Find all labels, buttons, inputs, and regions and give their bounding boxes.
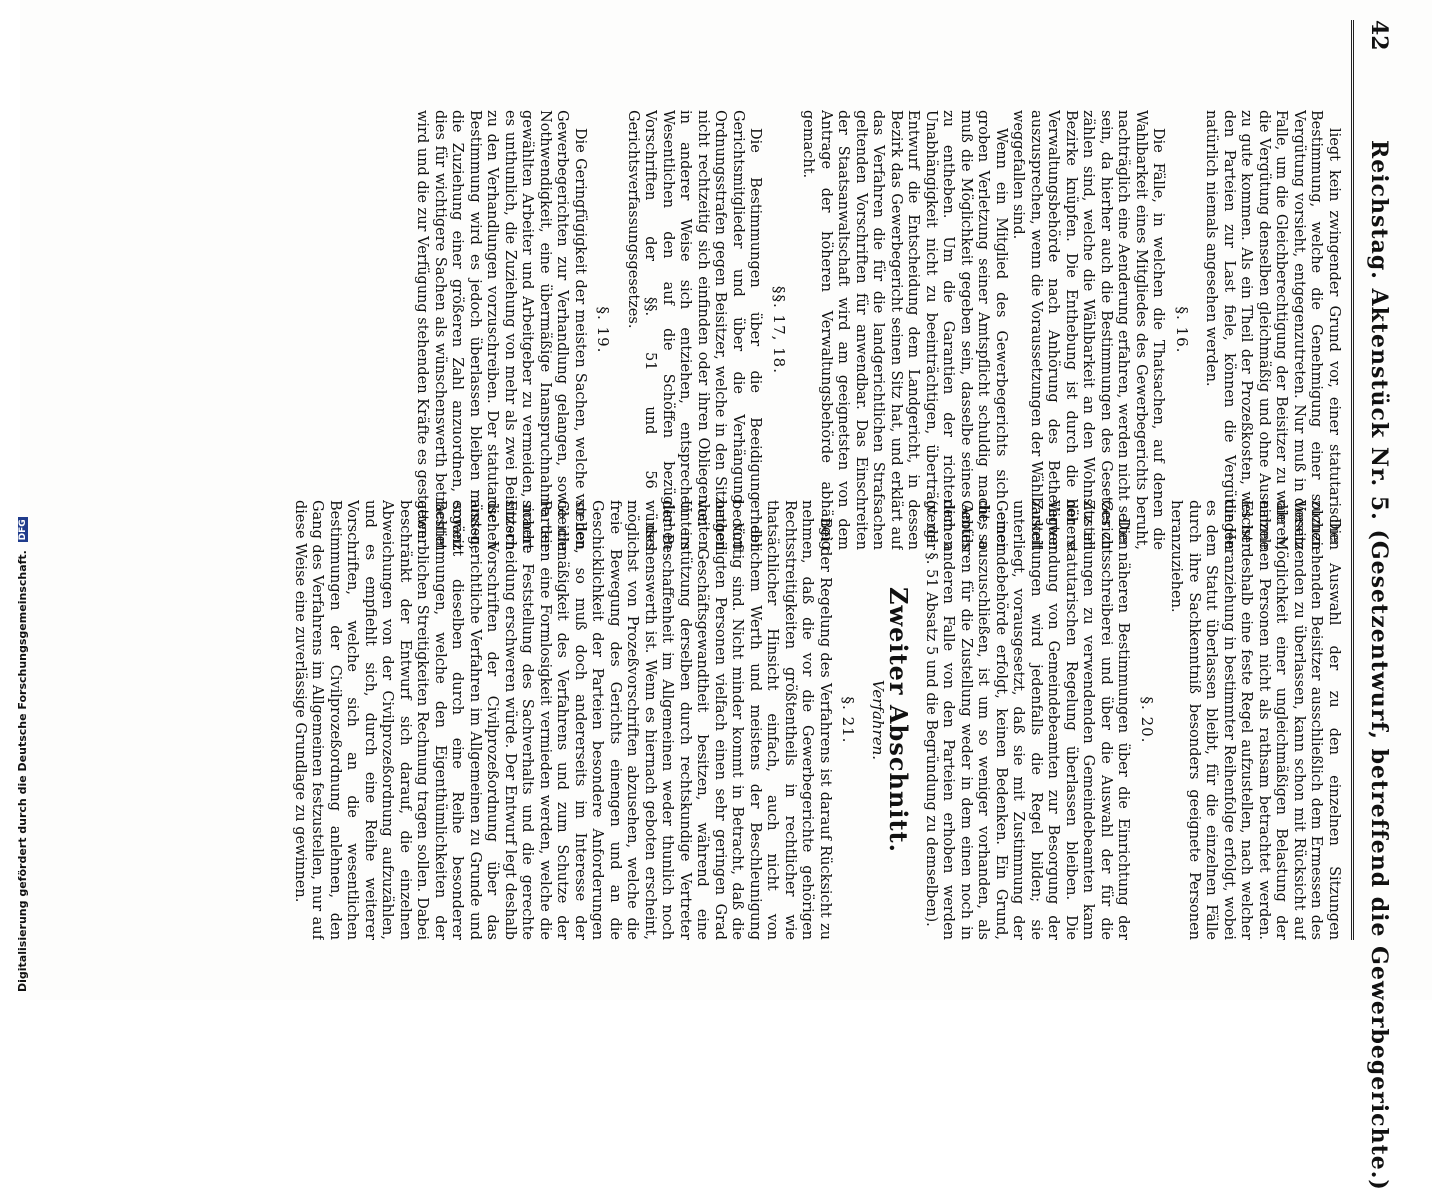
left-column: [82, 110, 1342, 550]
header-rule: [1351, 20, 1354, 940]
paragraph: Bei der Regelung des Verfahrens ist darauf Rücksicht zu nehmen, daß die vor die Gewerbegerichte gehörigen Rechtsstreitigkeiten größtentheils in rechtlicher wie thatsächlicher Hinsicht einfach, auch nicht von erheblichem Werth und meistens der Beschleunigung bedürftig sind. Nicht minder kommt in Betracht, daß die betheiligten Personen vielfach einen sehr geringen Grad von Geschäftsgewandtheit besitzen, während eine Unterstützung derselben durch rechtskundige Vertreter der Beschaffenheit im Allgemeinen weder thunlich noch wünschenswerth ist. Wenn es hiernach geboten erscheint, möglichst von Prozeßvorschriften abzusehen, welche die freie Bewegung des Gerichts einengen und an die Geschicklichkeit der Parteien besondere Anforderungen stellen, so muß doch andererseits im Interesse der Gleichmäßigkeit des Verfahrens und zum Schutze der Parteien eine Formlosigkeit vermieden werden, welche die sichere Feststellung des Sachverhalts und die gerechte Entscheidung erschweren würde. Der Entwurf legt deshalb die Vorschriften der Civilprozeßordnung über das amtsgerichtliche Verfahren im Allgemeinen zu Grunde und ergänzt dieselben durch eine Reihe besonderer Bestimmungen, welche den Eigenthümlichkeiten der gewerblichen Streitigkeiten Rechnung tragen sollen. Dabei beschränkt der Entwurf sich darauf, die einzelnen Abweichungen von der Civilprozeßordnung aufzuzählen, und es empfiehlt sich, durch eine Reihe weiterer Vorschriften, welche sich an die wesentlichen Bestimmungen der Civilprozeßordnung anlehnen, den Gang des Verfahrens im Allgemeinen festzustellen, nur auf diese Weise eine zuverlässige Grundlage zu gewinnen.: [292, 500, 833, 940]
right-column: [82, 500, 1342, 940]
paragraph: Die Fälle, in welchen die Thatsachen, auf denen die Wahlbarkeit eines Mitgliedes des Gewerbegerichts beruht, nachträglich eine Aenderung erfahren, werden nicht selten sein, da hierher auch die Bestimmungen des Gesetzes zu zählen sind, welche die Wählbarkeit an den Wohnsitz im Bezirke knüpfen. Die Enthebung ist durch die höhere Verwaltungsbehörde nach Anhörung des Betheiligten auszusprechen, wenn die Voraussetzungen der Wählbarkeit weggefallen sind.: [1010, 110, 1167, 550]
page-number: 42: [1366, 20, 1392, 51]
section-heading-21: §. 21.: [839, 696, 858, 744]
imprint-text: [16, 517, 29, 992]
paragraph: Die Bestimmungen über die Beeidigung der Gerichtsmitglieder und über die Verhängung von Ordnungsstrafen gegen Beisitzer, welche in den Sitzungen nicht rechtzeitig sich einfinden oder ihren Obliegenheiten in anderer Weise sich entziehen, entsprechen im Wesentlichen den auf die Schöffen bezüglichen Vorschriften der §§. 51 und 56 des Gerichtsverfassungsgesetzes.: [625, 110, 764, 550]
paragraph: Die Auswahl der zu den einzelnen Sitzungen zuzuziehenden Beisitzer ausschließlich dem Ermessen des Vorsitzenden zu überlassen, kann schon mit Rücksicht auf die Möglichkeit einer ungleichmäßigen Belastung der einzelnen Personen nicht als rathsam betrachtet werden. Es ist deshalb eine feste Regel aufzustellen, nach welcher die Heranziehung in bestimmter Reihenfolge erfolgt, wobei es dem Statut überlassen bleibt, für die einzelnen Fälle durch ihre Sachkenntniß besonders geeignete Personen heranzuziehen.: [1168, 500, 1342, 940]
page-header: [1358, 20, 1392, 1191]
section-heading-16: §. 16.: [1173, 306, 1191, 354]
section-heading-19: §. 19.: [594, 306, 613, 354]
paragraph: Die näheren Bestimmungen über die Einrichtung der Gerichtsschreiberei und über die Auswahl der für die Zustellungen zu verwendenden Gemeindebeamten kann der statutarischen Regelung überlassen bleiben. Die Verwendung von Gemeindebeamten zur Besorgung der Zustellungen wird jedenfalls die Regel bilden; sie unterliegt, vorausgesetzt, daß sie mit Zustimmung der Gemeindebehörde erfolgt, keinen Bedenken. Ein Grund, dies auszuschließen, ist um so weniger vorhanden, als Gebühren für die Zustellung weder in dem einen noch in dem anderen Falle von den Parteien erhoben werden (vergl. §. 51 Absatz 5 und die Begründung zu demselben).: [923, 500, 1132, 940]
paragraph: liegt kein zwingender Grund vor, einer statutarischen Bestimmung, welche die Genehmigung einer solchen Vergütung vorsieht, entgegenzutreten. Nur muß in diesem Falle, um die Gleichberechtigung der Beisitzer zu wahren, die Vergütung denselben gleichmäßig und ohne Ausnahme zu gute kommen. Als ein Theil der Prozeßkosten, welcher den Parteien zur Last fiele, können die Vergütungen natürlich niemals angesehen werden.: [1203, 110, 1342, 550]
chapter-subtitle: Verfahren.: [869, 679, 887, 761]
chapter-title: Zweiter Abschnitt.: [884, 587, 914, 853]
imprint-label: Digitalisierung gefördert durch die Deutsche Forschungsgemeinschaft.: [16, 550, 29, 992]
running-title: Reichstag. Aktenstück Nr. 5. (Gesetzentwurf, betreffend die Gewerbegerichte.): [1366, 140, 1392, 1191]
paragraph: Wenn ein Mitglied des Gewerbegerichts sich einer groben Verletzung seiner Amtspflicht schuldig macht, so muß die Möglichkeit gegeben sein, dasselbe seines Amtes zu entheben. Um die Garantien der richterlichen Unabhängigkeit nicht zu beeinträchtigen, überträgt der Entwurf die Entscheidung dem Landgericht, in dessen Bezirk das Gewerbegericht seinen Sitz hat, und erklärt auf das Verfahren die für die landgerichtlichen Strafsachen geltenden Vorschriften für anwendbar. Das Einschreiten der Staatsanwaltschaft wird am geeignetsten von dem Antrage der höheren Verwaltungsbehörde abhängig gemacht.: [800, 110, 1009, 550]
section-heading-20: §. 20.: [1138, 696, 1156, 744]
paragraph: Die Geringfügigkeit der meisten Sachen, welche vor den Gewerbegerichten zur Verhandlung gelangen, sowie die Nothwendigkeit, eine übermäßige Inanspruchnahme der gewählten Arbeiter und Arbeitgeber zu vermeiden, macht es unthunlich, die Zuziehung von mehr als zwei Beisitzern zu den Verhandlungen vorzuschreiben. Der statutarischen Bestimmung wird es jedoch überlassen bleiben müssen, die Zuziehung einer größeren Zahl anzuordnen, soweit dies für wichtigere Sachen als wünschenswerth betrachtet wird und die zur Verfügung stehenden Kräfte es gestatten.: [414, 110, 588, 550]
section-heading-17-18: §§. 17, 18.: [770, 285, 788, 374]
dfg-logo: DFG: [18, 519, 28, 541]
digitization-imprint: [0, 0, 29, 1000]
